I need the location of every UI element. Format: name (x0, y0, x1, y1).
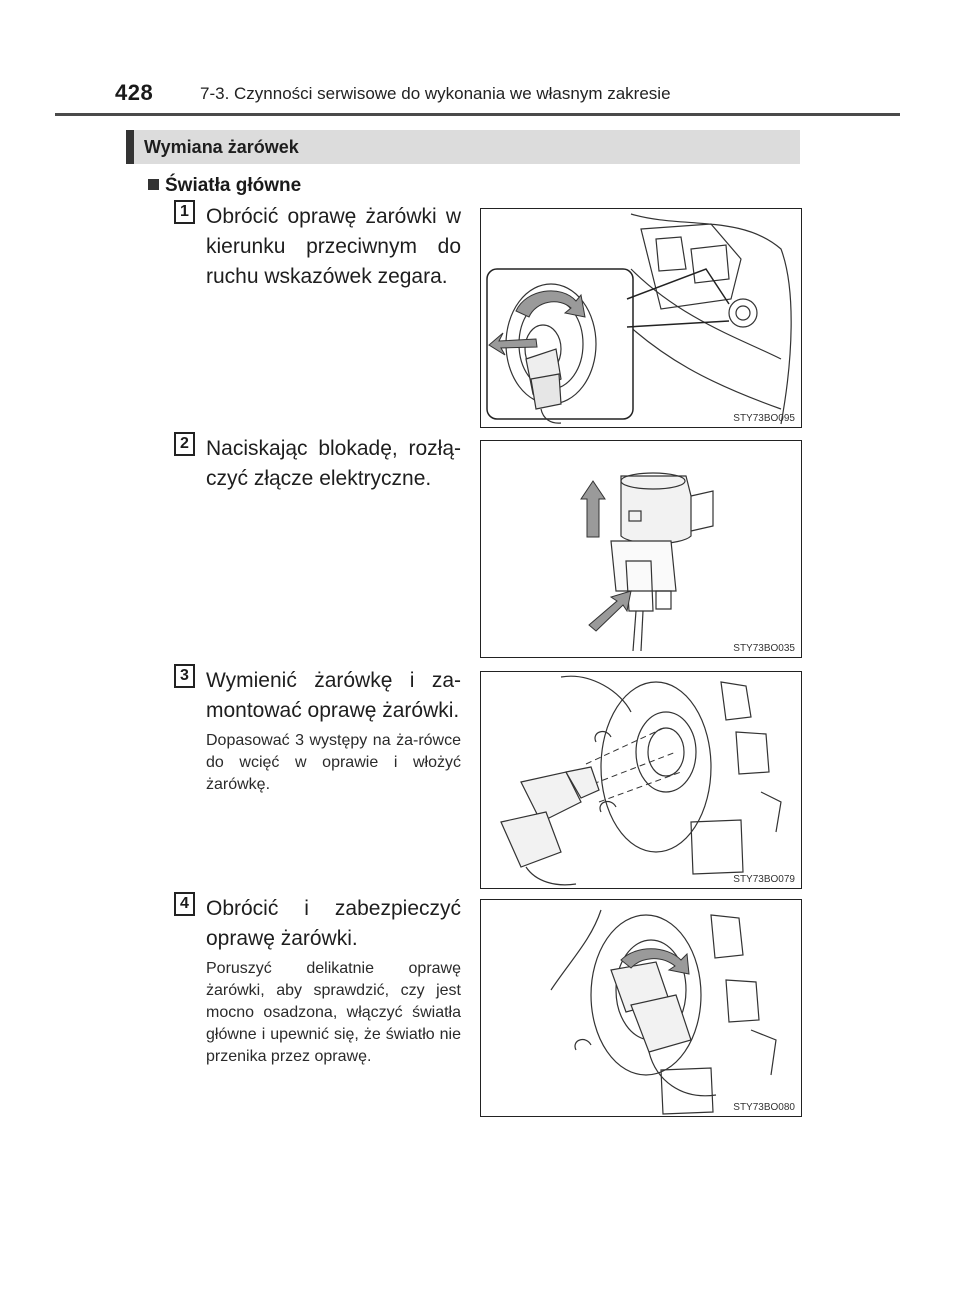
figure-step-2 (480, 440, 802, 658)
bulb-lock-illustration (481, 900, 801, 1116)
step-instruction: Wymienić żarówkę i za-montować oprawę żarówki. (206, 669, 461, 722)
figure-code: STY73BO080 (733, 1102, 795, 1113)
connector-release-illustration (481, 441, 801, 657)
figure-code: STY73BO035 (733, 643, 795, 654)
step-number-badge: 4 (174, 892, 195, 916)
step-instruction: Obrócić i zabezpieczyć oprawę żarówki. (206, 897, 461, 950)
section-heading-bar (126, 130, 800, 164)
step-number-badge: 2 (174, 432, 195, 456)
step-2 (174, 432, 464, 512)
press-arrow-icon (589, 591, 631, 631)
step-instruction: Obrócić oprawę żarówki w kierunku przeciwnym do ruchu wskazówek zegara. (206, 205, 461, 288)
step-number-badge: 3 (174, 664, 195, 688)
subsection-heading (148, 175, 301, 197)
subsection-title: Światła główne (165, 175, 302, 196)
figure-step-3 (480, 671, 802, 889)
step-note: Dopasować 3 występy na ża-rówce do wcięć w oprawie i włożyć żarówkę. (206, 732, 461, 793)
page-number: 428 (115, 80, 154, 105)
figure-code: STY73BO095 (733, 413, 795, 424)
bulb-install-illustration (481, 672, 801, 888)
step-note: Poruszyć delikatnie oprawę żarówki, aby sprawdzić, czy jest mocno osadzona, włączyć światła główne i upewnić się, że światło nie przenika przez oprawę. (206, 960, 461, 1065)
bullet-square-icon (148, 179, 159, 190)
up-arrow-icon (581, 481, 605, 537)
section-accent (126, 130, 134, 164)
figure-step-1 (480, 208, 802, 428)
section-title: Wymiana żarówek (144, 137, 299, 157)
step-3 (174, 664, 464, 814)
chapter-title: 7-3. Czynności serwisowe do wykonania we własnym zakresie (200, 84, 671, 103)
step-instruction: Naciskając blokadę, rozłą-czyć złącze elektryczne. (206, 437, 461, 490)
step-1 (174, 200, 464, 320)
step-4 (174, 892, 464, 1102)
figure-code: STY73BO079 (733, 874, 795, 885)
headlight-bulb-rotate-illustration (481, 209, 801, 427)
header-divider (55, 113, 900, 116)
figure-step-4 (480, 899, 802, 1117)
step-number-badge: 1 (174, 200, 195, 224)
